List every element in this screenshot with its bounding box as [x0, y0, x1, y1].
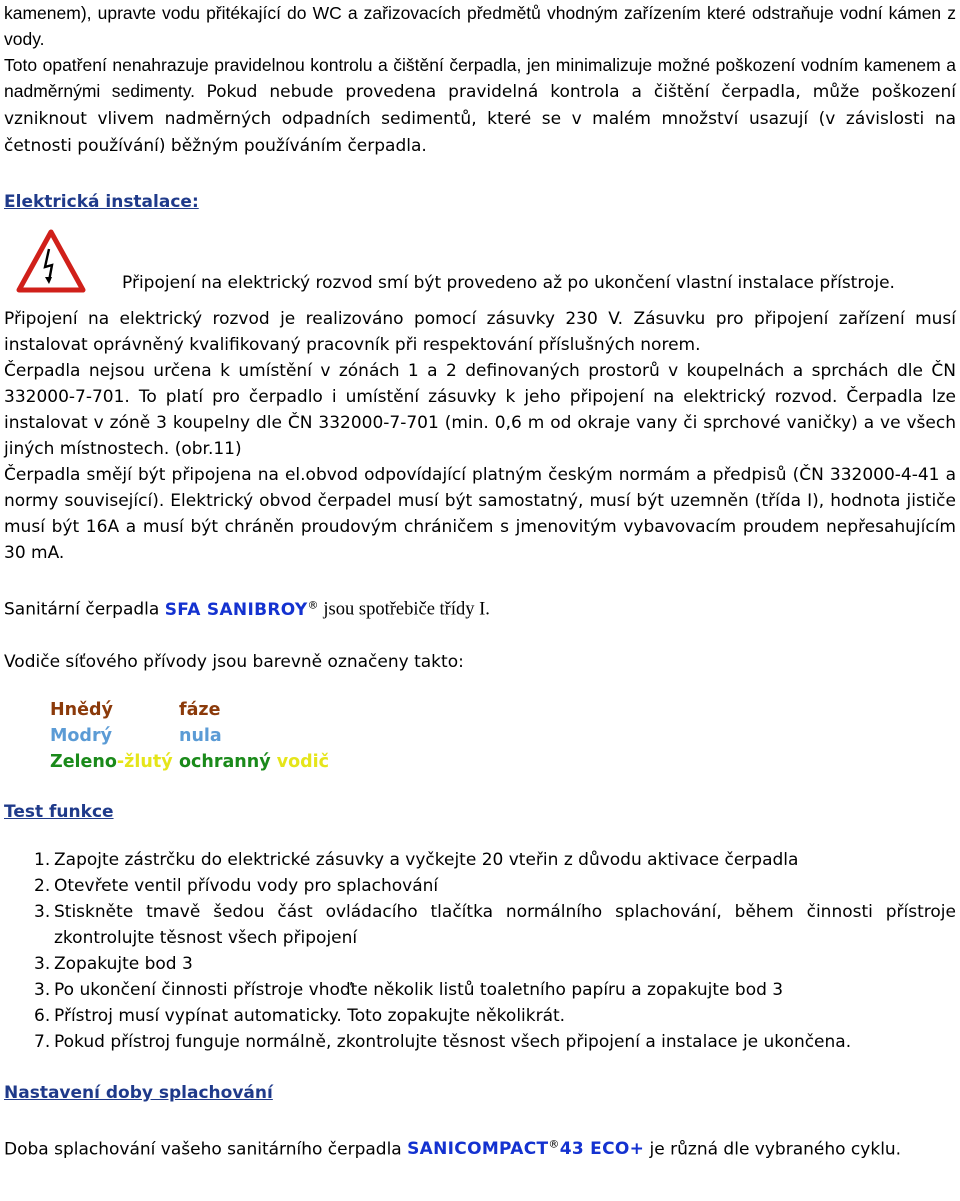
- registered-mark: ®: [548, 1137, 560, 1151]
- test-step: [34, 873, 956, 899]
- test-step-number: 1.: [34, 849, 51, 870]
- brand-text: SFA SANIBROY: [164, 599, 308, 620]
- wire-meaning: [179, 723, 222, 749]
- test-step-number: 3.: [34, 953, 51, 974]
- wire-row: [50, 749, 956, 775]
- test-step: [34, 899, 956, 951]
- brand-sfa-sanibroy: [165, 600, 319, 620]
- wire-meaning: [179, 749, 329, 775]
- test-step-text: Přístroj musí vypínat automaticky. Toto zopakujte několikrát.: [54, 1005, 566, 1026]
- test-step-number: 2.: [34, 875, 51, 896]
- test-step-text: Po ukončení činnosti přístroje vhoďte několik listů toaletního papíru a zopakujte bod 3: [54, 979, 784, 1000]
- wire-row: [50, 723, 956, 749]
- test-step-text: Pokud přístroj funguje normálně, zkontrolujte těsnost všech připojení a instalace je ukončena.: [54, 1031, 852, 1052]
- wire-color-name: [50, 723, 179, 749]
- wire-row: [50, 697, 956, 723]
- document-page: [4, 0, 956, 1162]
- wire-meaning-part: vodič: [270, 751, 330, 772]
- wire-color-name: [50, 749, 179, 775]
- test-steps-list: [34, 847, 956, 1055]
- intro-paragraph-2: [4, 52, 956, 159]
- wire-color-part: Modrý: [50, 725, 113, 746]
- warning-text: Připojení na elektrický rozvod smí být provedeno až po ukončení vlastní instalace přístroje.: [122, 273, 895, 293]
- wire-meaning-part: nula: [179, 725, 222, 746]
- test-step-number: 7.: [34, 1031, 51, 1052]
- flush-prefix: Doba splachování vašeho sanitárního čerpadla: [4, 1139, 408, 1160]
- test-step-number: 3.: [34, 979, 51, 1000]
- wire-color-name: [50, 697, 179, 723]
- brand-sanicompact: [407, 1139, 644, 1159]
- intro-sentence-3: Pokud nebude provedena pravidelná kontrola a čištění čerpadla, může poškození vzniknout vlivem nadměrných odpadních sedimentů, které se v malém množství usazují (v závislosti na četnosti používání) běžným používáním čerpadla.: [4, 82, 956, 156]
- class-suffix: jsou spotřebiče třídy I.: [318, 599, 490, 620]
- high-voltage-warning-icon: [16, 229, 86, 293]
- test-step-number: 3.: [34, 901, 51, 922]
- flush-heading: Nastavení doby splachování: [4, 1082, 273, 1103]
- wire-meaning-part: ochranný: [179, 751, 271, 772]
- test-step-text: Stiskněte tmavě šedou část ovládacího tlačítka normálního splachování, během činnosti přístroje zkontrolujte těsnost všech připojení: [54, 901, 956, 948]
- test-step-text: Zopakujte bod 3: [54, 953, 193, 974]
- electrical-heading: Elektrická instalace:: [4, 192, 199, 212]
- wire-color-part: Hnědý: [50, 699, 113, 720]
- electrical-paragraph-2: Čerpadla nejsou určena k umístění v zónách 1 a 2 definovaných prostorů v koupelnách a sprchách dle ČN 332000-7-701. To platí pro čerpadlo i umístění zásuvky k jeho připojení na elektrický rozvod. Čerpadla lze instalovat v zóně 3 koupelny dle ČN 332000-7-701 (min. 0,6 m od okraje vany či sprchové vaničky) a ve všech jiných místnostech. (obr.11): [4, 361, 956, 459]
- flush-suffix: je různá dle vybraného cyklu.: [644, 1139, 902, 1160]
- intro-paragraph-1: kamenem), upravte vodu přitékající do WC a zařizovacích předmětů vhodným zařízením které odstraňuje vodní kámen z vody.: [4, 3, 956, 49]
- test-heading: Test funkce: [4, 801, 114, 822]
- electrical-paragraph-3: Čerpadla smějí být připojena na el.obvod odpovídající platným českým normám a předpisů (ČN 332000-4-41 a normy související). Elektrický obvod čerpadel musí být samostatný, musí být uzemněn (třída I), hodnota jističe musí být 16A a musí být chráněn proudovým chráničem s jmenovitým vybavovacím proudem nepřesahujícím 30 mA.: [4, 465, 956, 563]
- wire-color-part: -žlutý: [116, 751, 173, 772]
- brand-sanicompact-text: SANICOMPACT: [407, 1139, 549, 1160]
- brand-sanicompact-model: 43 ECO+: [559, 1139, 645, 1160]
- flush-paragraph: [4, 1132, 956, 1163]
- test-step: [34, 951, 956, 977]
- test-step-text: Zapojte zástrčku do elektrické zásuvky a vyčkejte 20 vteřin z důvodu aktivace čerpadla: [54, 849, 799, 870]
- warning-row: [4, 229, 956, 305]
- test-step-number: 6.: [34, 1005, 51, 1026]
- test-step: [34, 1003, 956, 1029]
- test-step-text: Otevřete ventil přívodu vody pro splachování: [54, 875, 439, 896]
- wire-meaning: [179, 697, 220, 723]
- wire-meaning-part: fáze: [179, 699, 221, 720]
- wires-intro: Vodiče síťového přívody jsou barevně označeny takto:: [4, 651, 464, 672]
- class-statement: [4, 592, 956, 623]
- test-step: [34, 977, 956, 1003]
- test-step: [34, 1029, 956, 1055]
- electrical-paragraph-1: Připojení na elektrický rozvod je realizováno pomocí zásuvky 230 V. Zásuvku pro připojení zařízení musí instalovat oprávněný kvalifikovaný pracovník při respektování příslušných norem.: [4, 309, 956, 355]
- wire-color-part: Zeleno: [50, 751, 117, 772]
- test-step: [34, 847, 956, 873]
- intro-sentence-2: Toto opatření nenahrazuje pravidelnou kontrolu a čištění čerpadla, jen minimalizuje možné poškození vodním kamenem a nadměrnými sedimenty.: [4, 55, 956, 101]
- wire-color-table: [50, 697, 956, 775]
- class-prefix: Sanitární čerpadla: [4, 599, 165, 620]
- registered-mark: ®: [307, 598, 319, 611]
